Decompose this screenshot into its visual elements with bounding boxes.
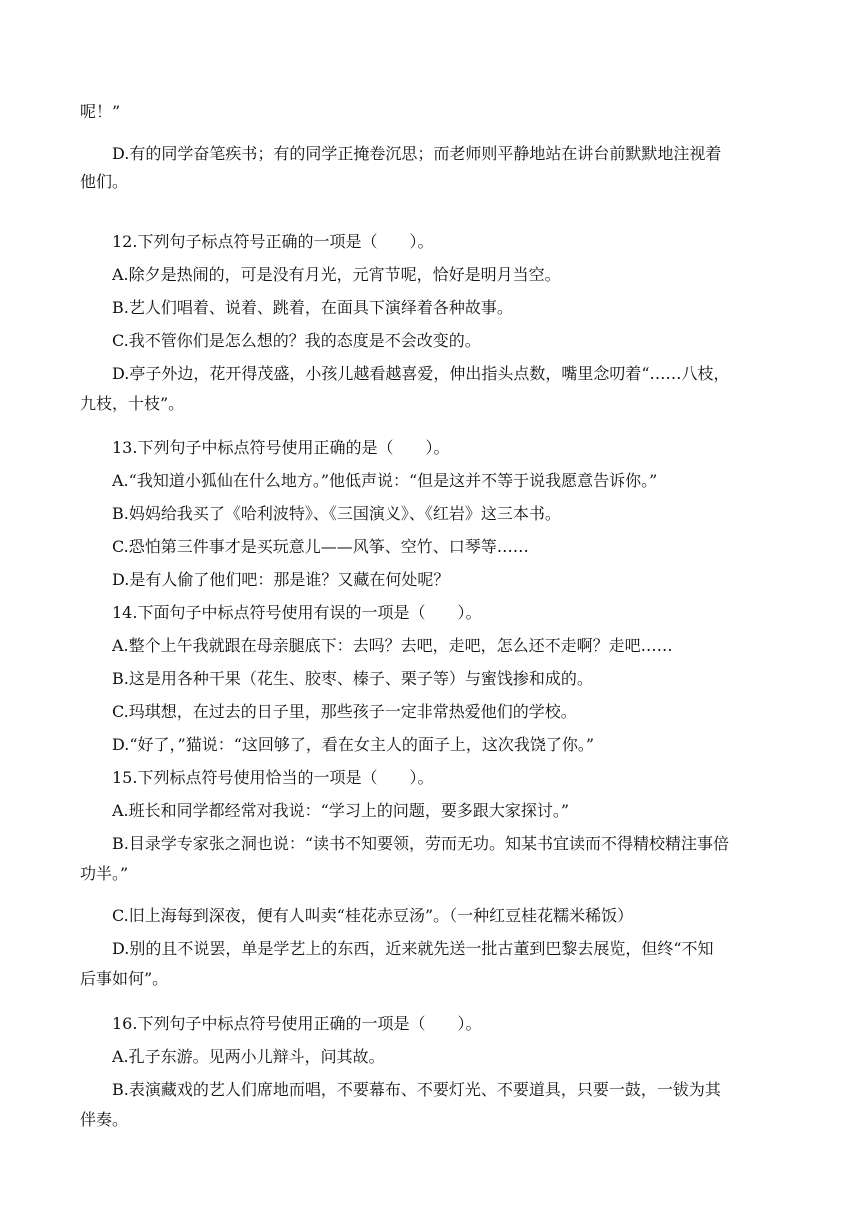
option-c: C.玛琪想，在过去的日子里，那些孩子一定非常热爱他们的学校。: [112, 702, 577, 721]
text-line: 他们。: [80, 172, 129, 191]
option-d: D.亭子外边，花开得茂盛，小孩儿越看越喜爱，伸出指头点数，嘴里念叨着“……八枝，: [112, 364, 730, 383]
text-line: 伴奏。: [80, 1110, 129, 1129]
question-text: 的一项是（ ）。: [345, 603, 482, 622]
emphasis-char: 误: [329, 601, 345, 625]
option-a: A.整个上午我就跟在母亲腿底下：去吗？去吧，走吧，怎么还不走啊？走吧……: [112, 636, 673, 655]
question-13: 13.下列句子中标点符号使用正确的是（ ）。: [112, 438, 450, 457]
option-b: B.这是用各种干果（花生、胶枣、榛子、栗子等）与蜜饯掺和成的。: [112, 669, 593, 688]
question-text: 14.下面句子中标点符号使用有: [112, 603, 330, 622]
option-a: A.孔子东游。见两小儿辩斗，问其故。: [112, 1047, 385, 1066]
option-d: D.是有人偷了他们吧：那是谁？又藏在何处呢？: [112, 570, 450, 589]
option-b: B.艺人们唱着、说着、跳着，在面具下演绎着各种故事。: [112, 298, 513, 317]
option-a: A.除夕是热闹的，可是没有月光，元宵节呢，恰好是明月当空。: [112, 265, 561, 284]
question-15: 15.下列标点符号使用恰当的一项是（ ）。: [112, 768, 434, 787]
option-d: D.别的且不说罢，单是学艺上的东西，近来就先送一批古董到巴黎去展览，但终“不知: [112, 939, 714, 958]
option-a: A.“我知道小狐仙在什么地方。”他低声说：“但是这并不等于说我愿意告诉你。”: [112, 471, 658, 490]
option-c: C.旧上海每到深夜，便有人叫卖“桂花赤豆汤”。（一种红豆桂花糯米稀饭）: [112, 906, 634, 925]
option-c: C.恐怕第三件事才是买玩意儿——风筝、空竹、口琴等……: [112, 537, 529, 556]
option-a: A.班长和同学都经常对我说：“学习上的问题，要多跟大家探讨。”: [112, 801, 570, 820]
option-d: D.有的同学奋笔疾书；有的同学正掩卷沉思；而老师则平静地站在讲台前默默地注视着: [112, 144, 722, 163]
question-12: 12.下列句子标点符号正确的一项是（ ）。: [112, 232, 434, 251]
question-16: 16.下列句子中标点符号使用正确的一项是（ ）。: [112, 1014, 482, 1033]
text-line: 功半。”: [80, 864, 129, 883]
option-b: B.目录学专家张之洞也说：“读书不知要领，劳而无功。知某书宜读而不得精校精注事倍: [112, 834, 730, 853]
option-c: C.我不管你们是怎么想的？我的态度是不会改变的。: [112, 331, 481, 350]
text-line: 九枝，十枝”。: [80, 394, 185, 413]
text-line: 呢！”: [80, 102, 121, 121]
text-line: 后事如何”。: [80, 969, 169, 988]
question-14: [112, 601, 780, 625]
option-b: B.妈妈给我买了《哈利波特》、《三国演义》、《红岩》这三本书。: [112, 504, 561, 523]
option-d: D.“好了，”猫说：“这回够了，看在女主人的面子上，这次我饶了你。”: [112, 735, 595, 754]
option-b: B.表演藏戏的艺人们席地而唱，不要幕布、不要灯光、不要道具，只要一鼓，一钹为其: [112, 1080, 721, 1099]
